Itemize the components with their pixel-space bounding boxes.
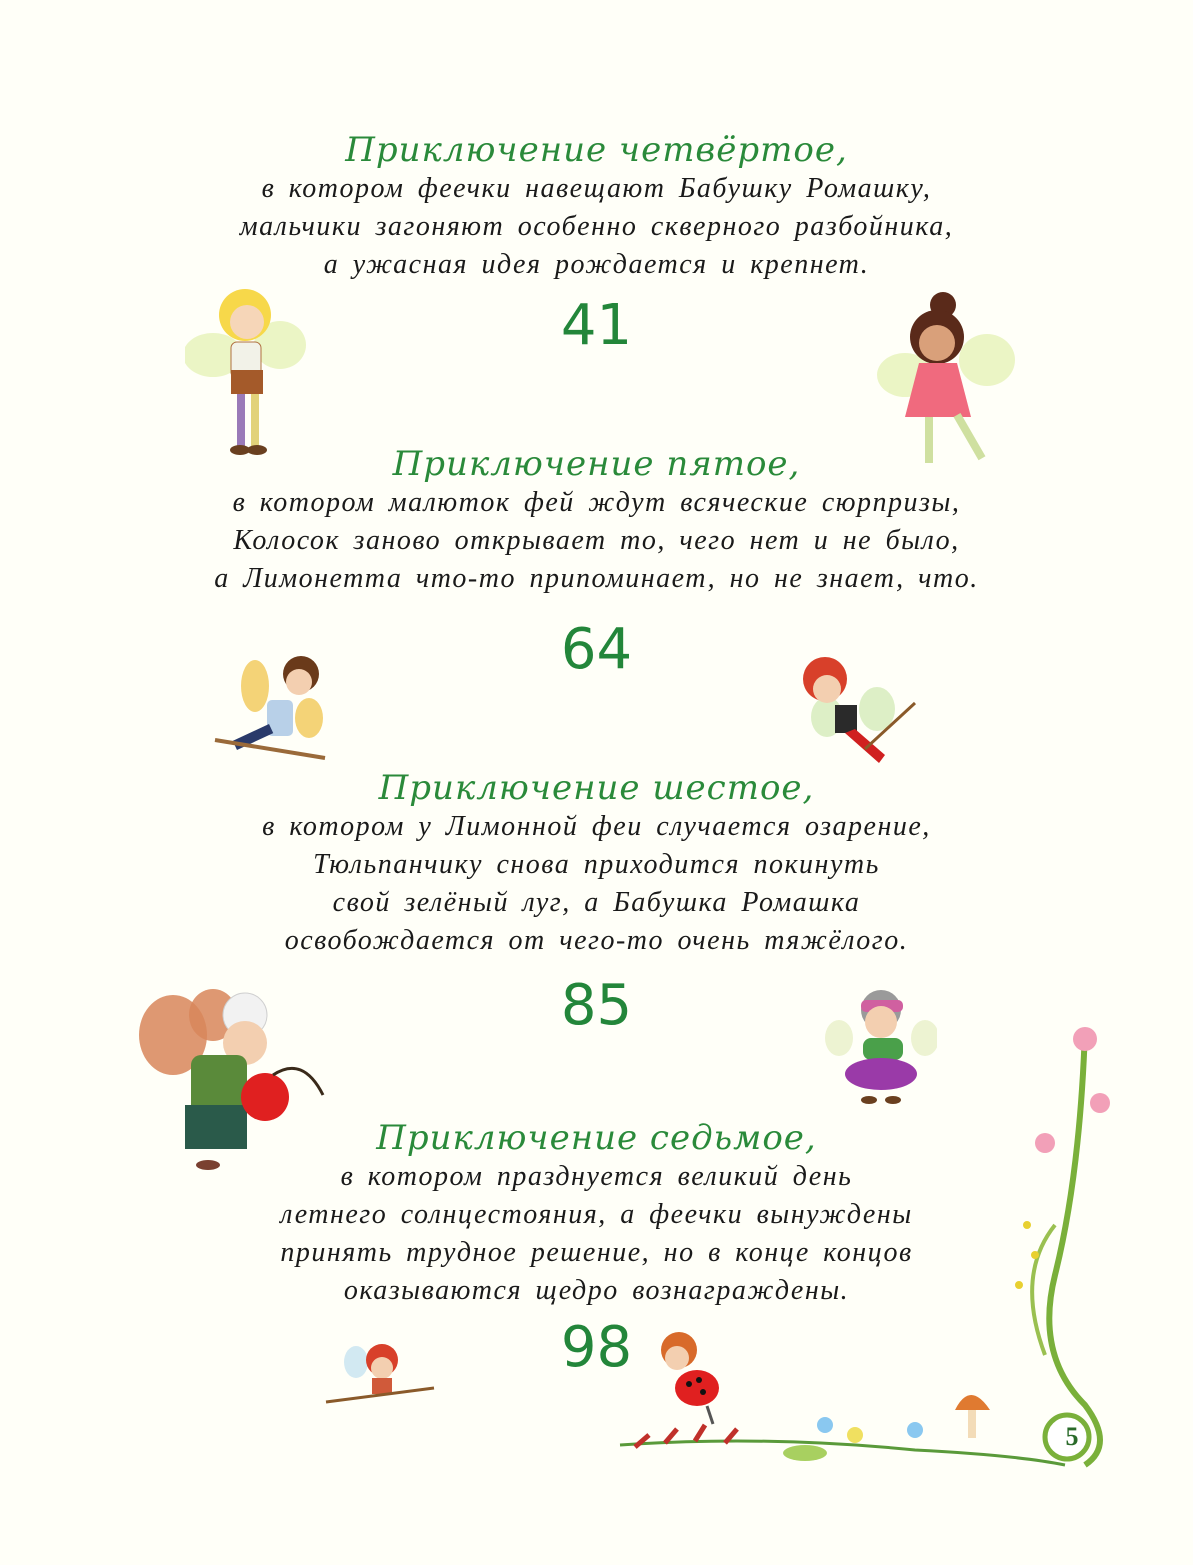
grandma-fairy-with-cherry-illustration (133, 985, 330, 1175)
blonde-boy-fairy-illustration (185, 270, 310, 465)
page-number: 5 (1065, 1422, 1079, 1451)
boy-fairy-on-stick-illustration (213, 648, 331, 790)
chapter-title: Приключение пятое, (392, 444, 801, 484)
chapter-description-line: а ужасная идея рождается и крепнет. (323, 249, 870, 280)
chapter-description-line: в котором у Лимонной феи случается озарение, (262, 811, 931, 842)
chapter-description-line: оказываются щедро вознаграждены. (343, 1275, 850, 1306)
chapter-description-line: Тюльпанчику снова приходится покинуть (313, 849, 880, 880)
chapter-description-line: принять трудное решение, но в конце концов (280, 1237, 913, 1268)
chapter-title: Приключение седьмое, (376, 1118, 817, 1158)
chapter-description-line: освобождается от чего-то очень тяжёлого. (284, 925, 909, 956)
chapter-title: Приключение четвёртое, (345, 130, 848, 170)
chapter-description-line: свой зелёный луг, а Бабушка Ромашка (332, 887, 861, 918)
chapter-title: Приключение шестое, (378, 768, 815, 808)
chapter-description-line: а Лимонетта что-то припоминает, но не знает, что. (214, 563, 979, 594)
redhead-boy-fairy-illustration (785, 645, 923, 770)
chapter-page-number[interactable]: 98 (560, 1315, 633, 1380)
chapter-description-line: мальчики загоняют особенно скверного разбойника, (239, 211, 954, 242)
chapter-description-line: в котором малюток фей ждут всяческие сюрпризы, (232, 487, 961, 518)
floral-corner-decoration (615, 1025, 1120, 1485)
chapter-page-number[interactable]: 85 (560, 973, 633, 1038)
girl-fairy-pink-dress-illustration (875, 285, 1020, 485)
chapter-page-number[interactable]: 64 (560, 617, 633, 682)
chapter-page-number[interactable]: 41 (560, 293, 633, 358)
redhead-fairy-on-branch-illustration (322, 1338, 437, 1418)
chapter-description-line: Колосок заново открывает то, чего нет и не было, (233, 525, 960, 556)
chapter-description-line: в котором празднуется великий день (340, 1161, 853, 1192)
chapter-description-line: в котором феечки навещают Бабушку Ромашку, (261, 173, 932, 204)
chapter-description-line: летнего солнцестояния, а феечки вынуждены (280, 1199, 913, 1230)
